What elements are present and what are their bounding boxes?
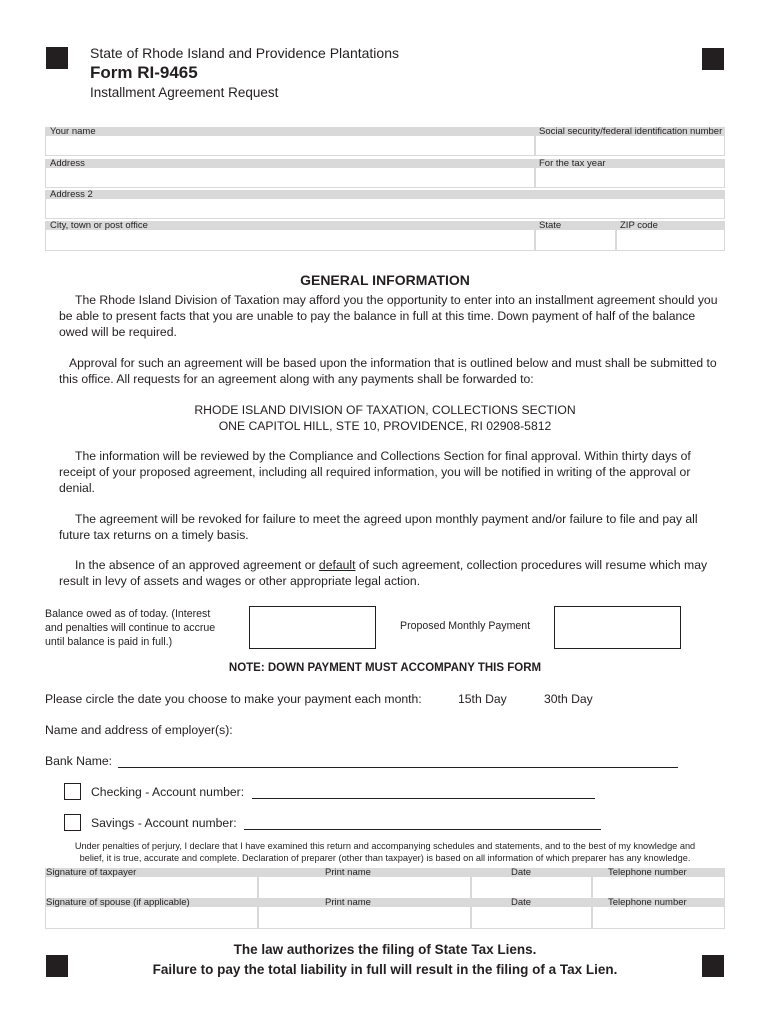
label-address: Address: [50, 158, 85, 169]
label-signature-spouse: Signature of spouse (if applicable): [46, 897, 190, 908]
footer-line1: The law authorizes the filing of State Tax Liens.: [233, 942, 537, 957]
state-input[interactable]: [535, 230, 616, 251]
perjury-line2: belief, it is true, accurate and complete. Declaration of preparer (other than taxpayer) is based on all information of which preparer has any knowledge.: [79, 853, 691, 863]
paragraph-4: The agreement will be revoked for failure to meet the agreed upon monthly payment and/or failure to file and pay all future tax returns on a timely basis.: [59, 512, 698, 542]
registration-mark-top-right: [702, 48, 724, 70]
bank-name-input[interactable]: [118, 767, 678, 768]
signature-taxpayer-input[interactable]: [45, 877, 258, 899]
balance-label-line2: and penalties will continue to accrue: [45, 622, 216, 634]
label-zip: ZIP code: [620, 220, 658, 231]
paragraph-2: Approval for such an agreement will be based upon the information that is outlined below and must shall be submitted to this office. All requests for an agreement along with any payments shall be forwarded to:: [59, 356, 717, 386]
label-date-2: Date: [511, 897, 532, 908]
label-your-name: Your name: [50, 126, 96, 137]
perjury-line1: Under penalties of perjury, I declare that I have examined this return and accompanying schedules and statements, and to the best of my knowledge and: [74, 841, 696, 851]
savings-account-input[interactable]: [244, 829, 601, 830]
mailing-address-line2: ONE CAPITOL HILL, STE 10, PROVIDENCE, RI 02908-5812: [218, 419, 552, 433]
signature-spouse-input[interactable]: [45, 907, 258, 929]
bank-name-label: Bank Name:: [45, 754, 113, 768]
footer-line2: Failure to pay the total liability in full will result in the filing of a Tax Lien.: [152, 962, 618, 977]
paragraph-5-end: of such agreement, collection procedures will resume which may result in levy of assets and wages or other appropriate legal action.: [59, 558, 708, 588]
down-payment-note: NOTE: DOWN PAYMENT MUST ACCOMPANY THIS FORM: [228, 662, 542, 674]
balance-label-line1: Balance owed as of today. (Interest: [45, 608, 211, 620]
label-telephone-1: Telephone number: [608, 867, 687, 878]
paragraph-5: [59, 557, 719, 589]
checking-account-input[interactable]: [252, 798, 595, 799]
label-print-name-2: Print name: [325, 897, 371, 908]
mailing-address-line1: RHODE ISLAND DIVISION OF TAXATION, COLLECTIONS SECTION: [194, 403, 576, 417]
date-spouse-input[interactable]: [471, 907, 592, 929]
perjury-statement: [45, 840, 725, 864]
proposed-payment-input[interactable]: [554, 606, 681, 649]
ssn-input[interactable]: [535, 136, 725, 156]
address-input[interactable]: [45, 168, 535, 188]
state-name: State of Rhode Island and Providence Plantations: [90, 45, 399, 61]
balance-label-line3: until balance is paid in full.): [45, 636, 173, 648]
paragraph-5-start: In the absence of an approved agreement or: [75, 558, 319, 572]
paragraph-3: The information will be reviewed by the Compliance and Collections Section for final approval. Within thirty days of receipt of your proposed agreement, including all required information, you will be notified in writing of the approval or denial.: [59, 449, 691, 495]
option-30th-day[interactable]: 30th Day: [544, 692, 593, 706]
telephone-spouse-input[interactable]: [592, 907, 725, 929]
zip-input[interactable]: [616, 230, 725, 251]
label-telephone-2: Telephone number: [608, 897, 687, 908]
label-state: State: [539, 220, 562, 231]
savings-label: Savings - Account number:: [91, 816, 237, 830]
print-name-spouse-input[interactable]: [258, 907, 471, 929]
savings-checkbox[interactable]: [64, 814, 81, 831]
your-name-input[interactable]: [45, 136, 535, 156]
balance-owed-label: [45, 607, 215, 649]
label-address2: Address 2: [50, 189, 93, 200]
field-band-row2: [45, 159, 725, 168]
date-taxpayer-input[interactable]: [471, 877, 592, 899]
address2-input[interactable]: [45, 199, 725, 219]
field-band-row3: [45, 190, 725, 199]
label-date-1: Date: [511, 867, 532, 878]
proposed-payment-label: Proposed Monthly Payment: [400, 620, 531, 632]
option-15th-day[interactable]: 15th Day: [458, 692, 507, 706]
checking-checkbox[interactable]: [64, 783, 81, 800]
print-name-taxpayer-input[interactable]: [258, 877, 471, 899]
label-print-name-1: Print name: [325, 867, 371, 878]
label-ssn: Social security/federal identification number: [539, 126, 723, 137]
label-city: City, town or post office: [50, 220, 148, 231]
payment-date-prompt: Please circle the date you choose to make your payment each month:: [45, 692, 422, 706]
balance-owed-input[interactable]: [249, 606, 376, 649]
telephone-taxpayer-input[interactable]: [592, 877, 725, 899]
city-input[interactable]: [45, 230, 535, 251]
paragraph-1: The Rhode Island Division of Taxation may afford you the opportunity to enter into an installment agreement should you be able to present facts that you are unable to pay the balance in full at this time. Down payment of half of the balance owed will be required.: [59, 293, 718, 339]
default-link[interactable]: default: [318, 558, 356, 572]
general-information-heading: GENERAL INFORMATION: [300, 272, 470, 288]
form-title: Form RI-9465: [90, 63, 198, 82]
tax-year-input[interactable]: [535, 168, 725, 188]
label-tax-year: For the tax year: [539, 158, 606, 169]
form-subtitle: Installment Agreement Request: [90, 85, 279, 100]
label-signature-taxpayer: Signature of taxpayer: [46, 867, 137, 878]
employer-label: Name and address of employer(s):: [45, 723, 233, 737]
registration-mark-top-left: [46, 47, 68, 69]
checking-label: Checking - Account number:: [91, 785, 245, 799]
